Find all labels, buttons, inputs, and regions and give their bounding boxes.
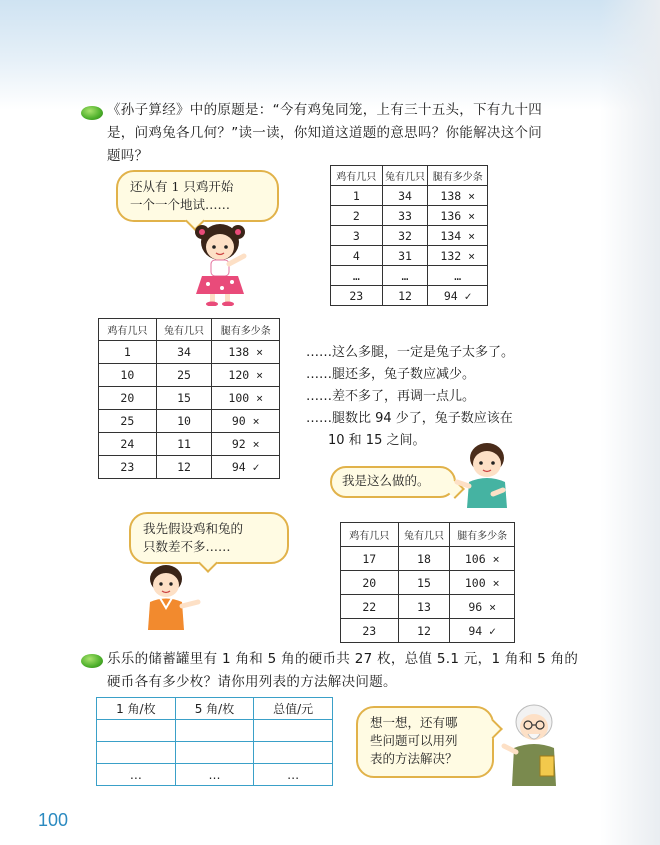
elder-illustration <box>500 700 570 790</box>
bubble-line: 表的方法解决？ <box>370 751 458 766</box>
table-cell: 1 <box>99 341 157 364</box>
table-header: 腿有多少条 <box>428 166 488 186</box>
bubble-line: 我先假设鸡和兔的 <box>143 521 244 536</box>
bubble-line: 想一想，还有哪 <box>370 715 458 730</box>
table-cell: 15 <box>156 387 212 410</box>
reasoning-notes <box>306 342 566 452</box>
table-cell: 13 <box>398 595 450 619</box>
table-cell: 134 × <box>428 226 488 246</box>
table-row <box>99 433 280 456</box>
problem2-text <box>107 648 607 694</box>
table-cell: 31 <box>382 246 428 266</box>
girl-speech-bubble <box>116 170 279 222</box>
table-cell: 94 ✓ <box>428 286 488 306</box>
table-row <box>97 764 333 786</box>
table-cell: 136 × <box>428 206 488 226</box>
table-trial-from-middle <box>340 522 515 643</box>
table-header: 5 角/枚 <box>175 698 254 720</box>
table-cell: 12 <box>156 456 212 479</box>
table-cell: 34 <box>382 186 428 206</box>
table-cell: 4 <box>331 246 383 266</box>
table-row <box>341 547 515 571</box>
bubble-line: 还从有 1 只鸡开始 <box>130 179 234 194</box>
problem1-text <box>107 99 607 168</box>
table-row <box>99 410 280 433</box>
table-row <box>99 387 280 410</box>
table-cell: … <box>254 764 333 786</box>
table-cell: 10 <box>99 364 157 387</box>
table-cell: 132 × <box>428 246 488 266</box>
girl-illustration <box>188 218 258 306</box>
table-row <box>341 595 515 619</box>
bubble-line: 只数差不多…… <box>143 539 231 554</box>
table-cell: 33 <box>382 206 428 226</box>
table-cell: 25 <box>156 364 212 387</box>
table-cell: 94 ✓ <box>450 619 515 643</box>
table-row <box>331 246 488 266</box>
table-row <box>331 266 488 286</box>
table-cell: 100 × <box>212 387 280 410</box>
table-header: 总值/元 <box>254 698 333 720</box>
table-cell: 32 <box>382 226 428 246</box>
table-cell: 120 × <box>212 364 280 387</box>
table-cell <box>97 720 176 742</box>
table-cell: 20 <box>341 571 399 595</box>
table-row <box>99 456 280 479</box>
note-line: ……这么多腿，一定是兔子太多了。 <box>306 345 515 360</box>
table-cell: 20 <box>99 387 157 410</box>
table-trial-from-one <box>330 165 488 306</box>
note-line: ……腿数比 94 少了，兔子数应该在 <box>306 411 513 426</box>
table-cell: 18 <box>398 547 450 571</box>
table-coins-blank <box>96 697 333 786</box>
elder-speech-bubble <box>356 706 494 778</box>
table-row <box>331 286 488 306</box>
table-header: 兔有几只 <box>398 523 450 547</box>
bubble-line: 些问题可以用列 <box>370 733 458 748</box>
table-cell: 12 <box>398 619 450 643</box>
table-cell: 22 <box>341 595 399 619</box>
table-cell <box>175 742 254 764</box>
table-cell: 100 × <box>450 571 515 595</box>
green-bullet-icon <box>81 106 103 120</box>
table-cell: 106 × <box>450 547 515 571</box>
table-cell: 92 × <box>212 433 280 456</box>
table-cell <box>254 742 333 764</box>
table-cell: … <box>331 266 383 286</box>
problem1-line: 是，问鸡兔各几何？”读一读，你知道这道题的意思吗？你能解决这个问 <box>107 125 543 141</box>
table-cell: 94 ✓ <box>212 456 280 479</box>
table-cell: 10 <box>156 410 212 433</box>
table-cell: … <box>97 764 176 786</box>
table-header: 鸡有几只 <box>99 319 157 341</box>
table-cell: 11 <box>156 433 212 456</box>
table-row <box>331 186 488 206</box>
table-cell: 1 <box>331 186 383 206</box>
boy2-illustration <box>140 562 206 632</box>
table-cell: 90 × <box>212 410 280 433</box>
boy2-speech-bubble <box>129 512 289 564</box>
table-cell: 23 <box>341 619 399 643</box>
table-cell: 25 <box>99 410 157 433</box>
table-cell <box>254 720 333 742</box>
page-number: 100 <box>38 810 69 830</box>
table-row <box>97 742 333 764</box>
table-row <box>97 720 333 742</box>
table-row <box>341 619 515 643</box>
table-header: 腿有多少条 <box>450 523 515 547</box>
table-row <box>331 226 488 246</box>
table-row <box>341 571 515 595</box>
table-header: 1 角/枚 <box>97 698 176 720</box>
table-row <box>331 206 488 226</box>
table-cell: … <box>175 764 254 786</box>
table-cell: 23 <box>331 286 383 306</box>
table-cell: 24 <box>99 433 157 456</box>
table-header: 兔有几只 <box>156 319 212 341</box>
table-cell: … <box>382 266 428 286</box>
problem2-line: 硬币各有多少枚？请你用列表的方法解决问题。 <box>107 674 397 690</box>
page-edge-shade <box>600 0 660 845</box>
table-cell: 17 <box>341 547 399 571</box>
bubble-line: 我是这么做的。 <box>342 473 430 488</box>
boy1-speech-bubble <box>330 466 456 498</box>
bubble-line: 一个一个地试…… <box>130 197 231 212</box>
green-bullet-icon <box>81 654 103 668</box>
table-cell: 138 × <box>428 186 488 206</box>
table-cell <box>175 720 254 742</box>
table-cell <box>97 742 176 764</box>
table-header: 兔有几只 <box>382 166 428 186</box>
table-header: 鸡有几只 <box>331 166 383 186</box>
table-cell: 96 × <box>450 595 515 619</box>
note-line: 10 和 15 之间。 <box>328 433 426 448</box>
table-header: 腿有多少条 <box>212 319 280 341</box>
problem1-line: 题吗？ <box>107 148 149 164</box>
boy1-illustration <box>453 440 519 510</box>
table-trial-jumping <box>98 318 280 479</box>
table-cell: … <box>428 266 488 286</box>
table-header: 鸡有几只 <box>341 523 399 547</box>
table-cell: 15 <box>398 571 450 595</box>
table-cell: 138 × <box>212 341 280 364</box>
table-cell: 34 <box>156 341 212 364</box>
table-cell: 3 <box>331 226 383 246</box>
problem2-line: 乐乐的储蓄罐里有 1 角和 5 角的硬币共 27 枚，总值 5.1 元，1 角和 5 角的 <box>107 651 579 667</box>
problem1-line: 《孙子算经》中的原题是：“今有鸡兔同笼，上有三十五头，下有九十四 <box>107 102 543 118</box>
table-cell: 12 <box>382 286 428 306</box>
table-cell: 2 <box>331 206 383 226</box>
note-line: ……腿还多，兔子数应减少。 <box>306 367 476 382</box>
note-line: ……差不多了，再调一点儿。 <box>306 389 476 404</box>
table-row <box>99 341 280 364</box>
table-cell: 23 <box>99 456 157 479</box>
table-row <box>99 364 280 387</box>
